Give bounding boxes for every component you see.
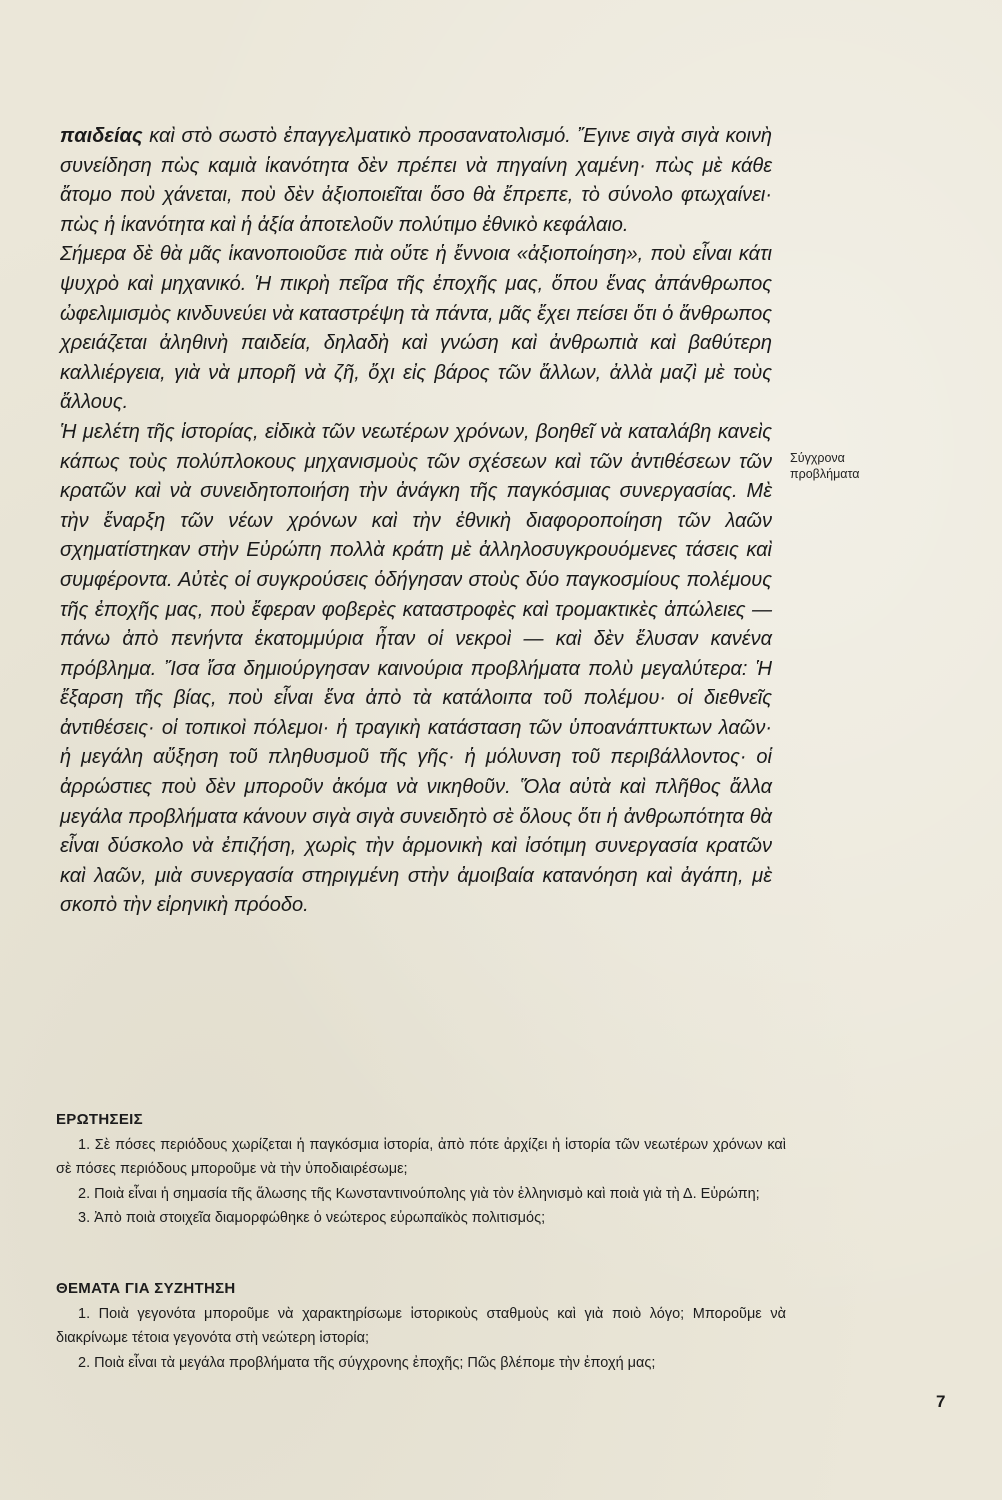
questions-heading: ΕΡΩΤΗΣΕΙΣ — [56, 1111, 143, 1128]
paragraph-1-text: καὶ στὸ σωστὸ ἐπαγγελματικὸ προσανατολισμό. Ἔγινε σιγὰ σιγὰ κοινὴ συνείδηση πὼς καμιὰ ἱκανότητα δὲν πρέπει νὰ πηγαίνη χαμένη· πὼς μὲ κάθε ἄτομο ποὺ χάνεται, ποὺ δὲν ἀξιοποιεῖται ὅσο θὰ ἔπρεπε, τὸ σύνολο φτωχαίνει· πὼς ἡ ἱκανότητα καὶ ἡ ἀξία ἀποτελοῦν πολύτιμο ἐθνικὸ κεφάλαιο. — [60, 125, 772, 236]
topics-heading: ΘΕΜΑΤΑ ΓΙΑ ΣΥΖΗΤΗΣΗ — [56, 1280, 236, 1297]
question-item: 2. Ποιὰ εἶναι ἡ σημασία τῆς ἅλωσης τῆς Κωνσταντινούπολης γιὰ τὸν ἑλληνισμὸ καὶ ποιὰ γιὰ τὴ Δ. Εὐρώπη; — [78, 1185, 760, 1202]
page-number: 7 — [936, 1392, 946, 1411]
main-text-body — [60, 122, 772, 921]
margin-note — [790, 450, 900, 482]
margin-note-line-2: προβλήματα — [790, 467, 860, 481]
topic-item: 1. Ποιὰ γεγονότα μποροῦμε νὰ χαρακτηρίσωμε ἱστορικοὺς σταθμοὺς καὶ γιὰ ποιὸ λόγο; Μποροῦμε νὰ διακρίνωμε τέτοια γεγονότα στὴ νεώτερη ἱστορία; — [56, 1305, 786, 1346]
question-item: 1. Σὲ πόσες περιόδους χωρίζεται ἡ παγκόσμια ἱστορία, ἀπὸ πότε ἀρχίζει ἡ ἱστορία τῶν νεωτέρων χρόνων καὶ σὲ πόσες περιόδους μποροῦμε νὰ τὴν ὑποδιαιρέσωμε; — [56, 1136, 786, 1177]
question-item: 3. Ἀπὸ ποιὰ στοιχεῖα διαμορφώθηκε ὁ νεώτερος εὐρωπαϊκὸς πολιτισμός; — [78, 1210, 546, 1226]
discussion-topics-section — [56, 1277, 786, 1375]
bold-continuation-word: παιδείας — [60, 125, 143, 147]
paragraph-1 — [60, 122, 772, 240]
paragraph-2: Σήμερα δὲ θὰ μᾶς ἱκανοποιοῦσε πιὰ οὔτε ἡ ἔννοια «ἀξιοποίηση», ποὺ εἶναι κάτι ψυχρὸ καὶ μηχανικό. Ἡ πικρὴ πεῖρα τῆς ἐποχῆς μας, ὅπου ἕνας ἀπάνθρωπος ὠφελιμισμὸς κινδυνεύει νὰ καταστρέψη τὰ πάντα, μᾶς ἔχει πείσει ὅτι ὁ ἄνθρωπος χρειάζεται ἀληθινὴ παιδεία, δηλαδὴ καὶ γνώση καὶ ἀνθρωπιὰ καὶ βαθύτερη καλλιέργεια, γιὰ νὰ μπορῆ νὰ ζῆ, ὄχι εἰς βάρος τῶν ἄλλων, ἀλλὰ μαζὶ μὲ τοὺς ἄλλους. — [60, 243, 772, 414]
paragraph-3: Ἡ μελέτη τῆς ἱστορίας, εἰδικὰ τῶν νεωτέρων χρόνων, βοηθεῖ νὰ καταλάβη κανεὶς κάπως τοὺς πολύπλοκους μηχανισμοὺς τῶν σχέσεων καὶ τῶν ἀντιθέσεων τῶν κρατῶν καὶ νὰ συνειδητοποιήση τὴν ἀνάγκη τῆς παγκόσμιας συνεργασίας. Μὲ τὴν ἔναρξη τῶν νέων χρόνων καὶ τὴν ἐθνικὴ διαφοροποίηση τῶν λαῶν σχηματίστηκαν στὴν Εὐρώπη πολλὰ κράτη μὲ ἀλληλοσυγκρουόμενες τάσεις καὶ συμφέροντα. Αὐτὲς οἱ συγκρούσεις ὁδήγησαν στοὺς δύο παγκοσμίους πολέμους τῆς ἐποχῆς μας, ποὺ ἔφεραν φοβερὲς καταστροφὲς καὶ τρομακτικὲς ἀπώλειες — πάνω ἀπὸ πενήντα ἑκατομμύρια ἦταν οἱ νεκροὶ — καὶ δὲν ἔλυσαν κανένα πρόβλημα. Ἴσα ἴσα δημιούργησαν καινούρια προβλήματα πολὺ μεγαλύτερα: Ἡ ἔξαρση τῆς βίας, ποὺ εἶναι ἕνα ἀπὸ τὰ κατάλοιπα τοῦ πολέμου· οἱ διεθνεῖς ἀντιθέσεις· οἱ τοπικοὶ πόλεμοι· ἡ τραγικὴ κατάσταση τῶν ὑποανάπτυκτων λαῶν· ἡ μεγάλη αὔξηση τοῦ πληθυσμοῦ τῆς γῆς· ἡ μόλυνση τοῦ περιβάλλοντος· οἱ ἀρρώστιες ποὺ δὲν μποροῦν ἀκόμα νὰ νικηθοῦν. Ὅλα αὐτὰ καὶ πλῆθος ἄλλα μεγάλα προβλήματα κάνουν σιγὰ σιγὰ συνειδητὸ σὲ ὅλους ὅτι ἡ ἀνθρωπότητα θὰ εἶναι δύσκολο νὰ ἐπιζήση, χωρὶς τὴν ἁρμονικὴ καὶ ἰσότιμη συνεργασία κρατῶν καὶ λαῶν, μιὰ συνεργασία στηριγμένη στὴν ἀμοιβαία κατανόηση καὶ ἀγάπη, μὲ σκοπὸ τὴν εἰρηνικὴ πρόοδο. — [60, 420, 772, 917]
margin-note-line-1: Σύγχρονα — [790, 451, 845, 465]
questions-section — [56, 1108, 786, 1231]
topic-item: 2. Ποιὰ εἶναι τὰ μεγάλα προβλήματα τῆς σύγχρονης ἐποχῆς; Πῶς βλέπομε τὴν ἐποχή μας; — [78, 1354, 656, 1371]
